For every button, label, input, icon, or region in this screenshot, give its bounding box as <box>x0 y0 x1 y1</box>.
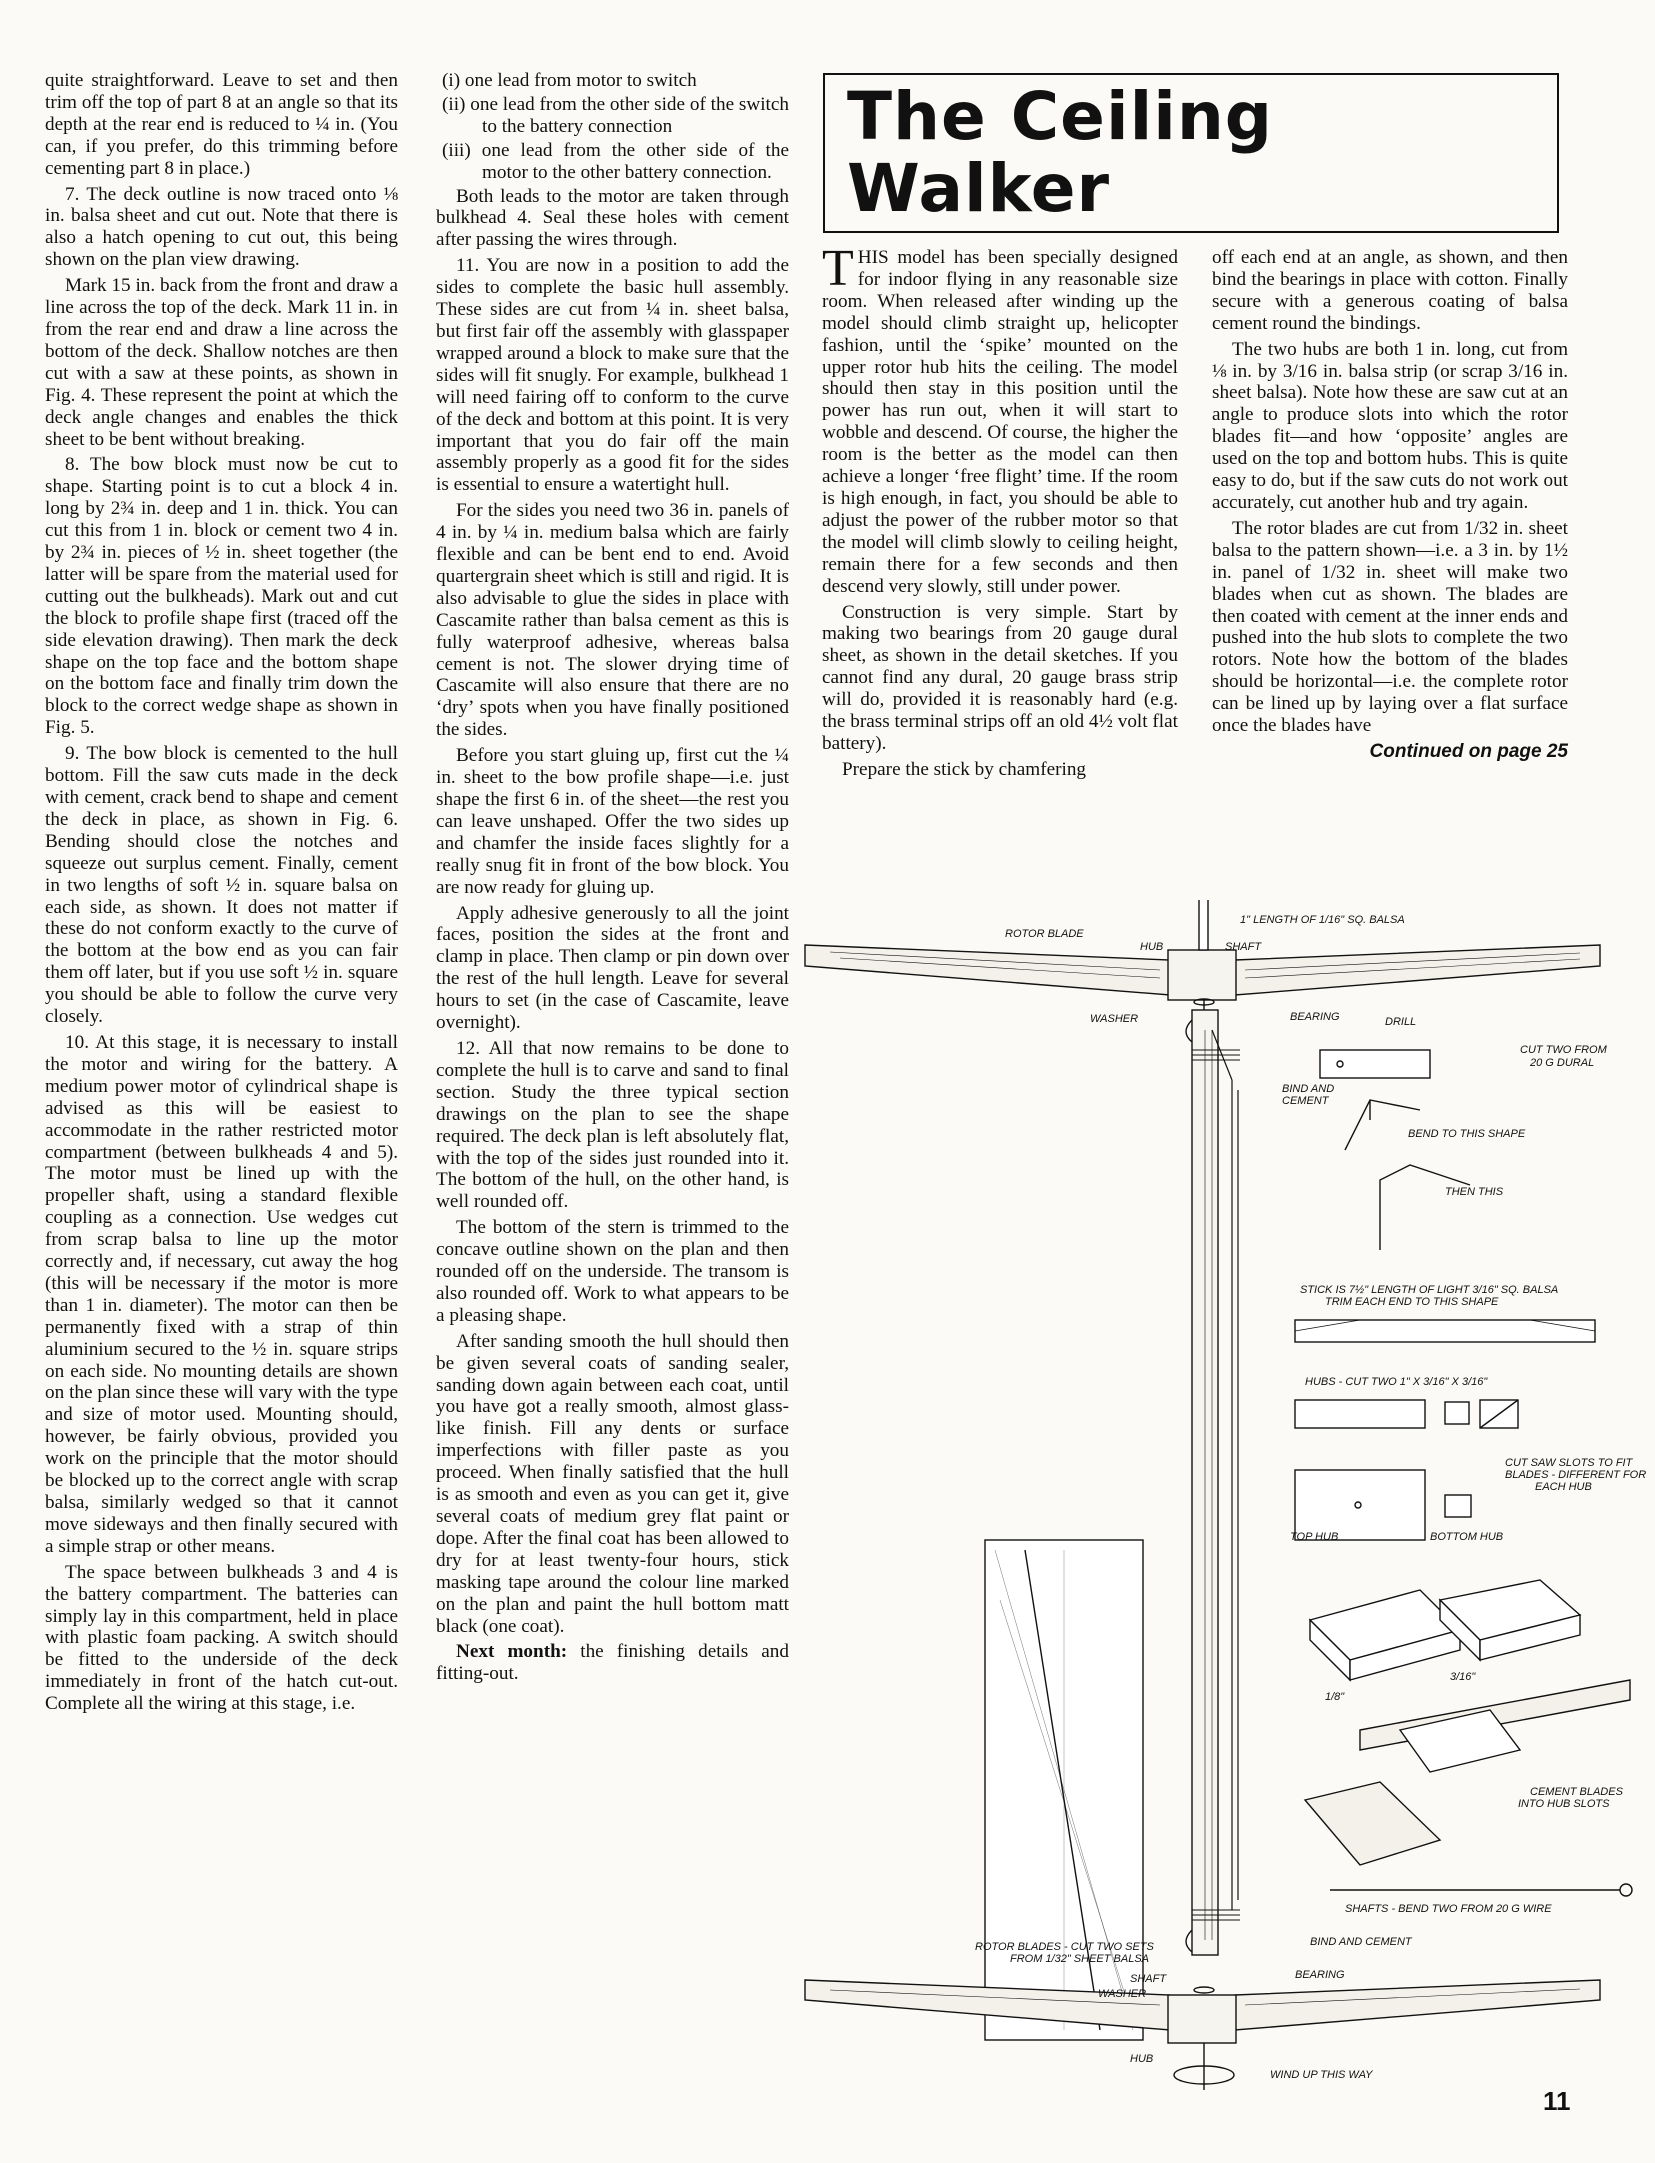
paragraph: Before you start gluing up, first cut the ¼ in. sheet to the bow profile shape—i.e. just shape the first 6 in. of the sheet—the rest you can leave unshaped. Offer the two sides up and chamfer the inside faces slightly for a really snug fit in front of the bow block. You are now ready for gluing up. <box>436 745 789 898</box>
paragraph: Both leads to the motor are taken through bulkhead 4. Seal these holes with cement after passing the wires through. <box>436 185 789 251</box>
ceiling-walker-drawing <box>800 900 1655 2100</box>
column-4 <box>1212 247 1568 763</box>
title-line-1: The Ceiling <box>847 78 1274 155</box>
bottom-hub <box>1168 1995 1236 2043</box>
continued-note: Continued on page 25 <box>1369 740 1568 762</box>
label: CUT TWO FROM <box>1520 1044 1607 1056</box>
paragraph: 10. At this stage, it is necessary to install the motor and wiring for the battery. A medium power motor of cylindrical shape is advised as this will be easiest to accommodate in the rather restricted motor compartment (between bulkheads 4 and 5). The motor must be lined up with the propeller shaft, using a standard flexible coupling as a connection. Use wedges cut from scrap balsa to line up the motor correctly and, if necessary, cut away the hog (this will be necessary if the motor is more than 1 in. diameter). The motor can then be permanently fixed with a strap of thin aluminium secured to the ½ in. square strips on each side. No mounting details are shown on the plan since these will vary with the type and size of motor used. Mounting should, however, be fairly obvious, provided you work on the principle that the motor should be blocked up to the correct angle with scrap balsa, similarly wedged so that it cannot move sideways and then finally secured with a simple strap or other means. <box>45 1031 398 1557</box>
label: HUB <box>1140 941 1164 953</box>
label: CEMENT <box>1282 1095 1329 1107</box>
paragraph: 9. The bow block is cemented to the hull bottom. Fill the saw cuts made in the deck with cement, crack bend to shape and cement the deck in place, as shown in Fig. 6. Bending should close the notches and squeeze out surplus cement. Finally, cement in two lengths of soft ½ in. square balsa on each side, as shown. It does not matter if these do not conform exactly to the curve of the bottom at the bow end as you can fair them off later, but if you use soft ½ in. square you should be able to follow the curve very closely. <box>45 743 398 1028</box>
label: BOTTOM HUB <box>1430 1531 1504 1543</box>
column-1 <box>45 70 398 1719</box>
paragraph: The space between bulkheads 3 and 4 is the battery compartment. The batteries can simply lay in this compartment, held in place with plastic foam packing. A switch should be fitted to the underside of the deck immediately in front of the hatch cut-out. Complete all the wiring at this stage, i.e. <box>45 1561 398 1715</box>
paragraph: 11. You are now in a position to add the sides to complete the basic hull assembly. These sides are cut from ¼ in. sheet balsa, but first fair off the assembly with glasspaper wrapped around a block to make sure that the sides will fit snugly. For example, bulkhead 1 will need fairing off to conform to the curve of the deck and bottom at this point. It is very important that you do fair off the main assembly properly as a good fit for the sides is essential to ensure a watertight hull. <box>436 255 789 496</box>
label: THEN THIS <box>1445 1186 1504 1198</box>
loose-blade <box>1305 1782 1440 1865</box>
label: STICK IS 7½" LENGTH OF LIGHT 3/16" SQ. BALSA <box>1300 1284 1559 1296</box>
bottom-washer <box>1194 1987 1214 1993</box>
hub-side <box>1295 1400 1425 1428</box>
label: EACH HUB <box>1535 1481 1592 1493</box>
label: ROTOR BLADES - CUT TWO SETS <box>975 1941 1154 1953</box>
drop-cap: T <box>822 240 854 297</box>
paragraph: The rotor blades are cut from 1/32 in. sheet balsa to the pattern shown—i.e. a 3 in. by 1½ in. panel of 1/32 in. sheet will make two blades when cut as shown. The blades are then coated with cement at the inner ends and pushed into the hub slots to complete the two rotors. Note how the bottom of the blades should be horizontal—i.e. the complete rotor can be lined up by laying over a flat surface once the blades have <box>1212 517 1568 737</box>
paragraph: Prepare the stick by chamfering <box>842 758 1087 780</box>
label: BEARING <box>1290 1011 1340 1023</box>
label: WASHER <box>1098 1988 1147 2000</box>
paragraph: The bottom of the stern is trimmed to the concave outline shown on the plan and then rounded off on the underside. The transom is also rounded off. Work to what appears to be a pleasing shape. <box>436 1217 789 1326</box>
paragraph: off each end at an angle, as shown, and then bind the bearings in place with cotton. Finally secure with a generous coating of balsa cement round the bindings. <box>1212 247 1568 334</box>
top-rotor-blade-right <box>1235 945 1600 995</box>
label: WIND UP THIS WAY <box>1270 2069 1373 2081</box>
hub-end <box>1445 1402 1469 1424</box>
label: HUB <box>1130 2053 1154 2065</box>
label: INTO HUB SLOTS <box>1518 1798 1610 1810</box>
label: BEARING <box>1295 1969 1345 1981</box>
paragraph: Construction is very simple. Start by making two bearings from 20 gauge dural sheet, as shown in the detail sketches. If you cannot find any dural, 20 gauge brass strip will do, provided it is reasonably hard (e.g. the brass terminal strips off an old 4½ volt flat battery). <box>822 601 1178 754</box>
bent-bearing-2 <box>1380 1165 1470 1250</box>
spike <box>1199 900 1208 950</box>
article-title-box <box>823 73 1559 233</box>
next-month-text: the finishing details and fitting-out. <box>436 1641 789 1685</box>
list-item: (i) one lead from motor to switch <box>442 70 697 91</box>
paragraph: 12. All that now remains to be done to complete the hull is to carve and sand to final section. Study the three typical section drawings on the plan to see the shape required. The deck plan is left absolutely flat, with the top of the sides just rounded into it. The bottom of the hull, on the other hand, is well rounded off. <box>436 1037 789 1213</box>
page-number: 11 <box>1543 2086 1571 2116</box>
bottom-rotor-blade-right <box>1235 1980 1600 2030</box>
paragraph: After sanding smooth the hull should then be given several coats of sanding sealer, sanding down again between each coat, until you have got a really smooth, almost glass-like finish. Fill any dents or surface imperfections with filler paste as you proceed. When finally satisfied that the hull is as smooth and even as you can get it, give several coats of medium grey flat paint or dope. After the final coat has been allowed to dry for at least twenty-four hours, stick masking tape around the colour line marked on the plan and paint the hull bottom matt black (one coat). <box>436 1330 789 1637</box>
list-item: (iii) one lead from the other side of the motor to the other battery connection. <box>442 139 789 183</box>
next-month-label: Next month: <box>456 1641 568 1663</box>
label: SHAFT <box>1225 941 1262 953</box>
paragraph: 8. The bow block must now be cut to shape. Starting point is to cut a block 4 in. long by 2¾ in. deep and 1 in. thick. You can cut this from 1 in. block or cement two 4 in. by 2¾ in. pieces of ½ in. sheet together (the latter will be spare from the material used for cutting out the bulkheads). Mark out and cut the block to profile shape first (traced off the side elevation drawing). Then mark the deck shape on the top face and the bottom shape on the bottom face and finally trim down the block to the correct wedge shape as shown in Fig. 5. <box>45 454 398 739</box>
article-title <box>847 78 1274 227</box>
label: BIND AND <box>1282 1083 1335 1095</box>
label: SHAFT <box>1130 1973 1167 1985</box>
paragraph: quite straightforward. Leave to set and then trim off the top of part 8 at an angle so that its depth at the rear end is reduced to ¼ in. (You can, if you prefer, do this trimming before cementing part 8 in place.) <box>45 70 398 179</box>
paragraph: The two hubs are both 1 in. long, cut from ⅛ in. by 3/16 in. balsa strip (or scrap 3/16 in. sheet balsa). Note how these are saw cut at an angle to produce slots into which the rotor blades fit—and how ‘opposite’ angles are used on the top and bottom hubs. This is quite easy to do, but if the saw cuts do not work out accurately, cut another hub and try again. <box>1212 338 1568 513</box>
label: 1" LENGTH OF 1/16" SQ. BALSA <box>1240 914 1405 926</box>
label: DRILL <box>1385 1016 1417 1028</box>
title-line-2: Walker <box>847 150 1111 227</box>
list-item: (ii) one lead from the other side of the switch to the battery connection <box>442 93 789 137</box>
label: HUBS - CUT TWO 1" X 3/16" X 3/16" <box>1305 1376 1488 1388</box>
label: WASHER <box>1090 1013 1139 1025</box>
column-3 <box>822 240 1178 785</box>
column-2 <box>436 70 789 1689</box>
label: BIND AND CEMENT <box>1310 1936 1412 1948</box>
paragraph: Apply adhesive generously to all the joint faces, position the sides at the front and clamp in place. Then clamp or pin down over the rest of the hull length. Leave for several hours to set (in the case of Cascamite, leave overnight). <box>436 902 789 1034</box>
intro-text: HIS model has been specially designed for indoor flying in any reasonable size room. When released after winding up the model should climb straight up, helicopter fashion, until the ‘spike’ mounted on the upper rotor hub hits the ceiling. The model should then stay in this position until the power has run out, when it will start to wobble and descend. Of course, the higher the room is the better as the model can then achieve a longer ‘free flight’ time. If the room is high enough, in fact, you should be able to adjust the power of the rubber motor so that the model will climb slowly to ceiling height, remain there for a few seconds and then descend very slowly, still under power. <box>822 247 1178 597</box>
label: SHAFTS - BEND TWO FROM 20 G WIRE <box>1345 1903 1552 1915</box>
label: CEMENT BLADES <box>1530 1786 1623 1798</box>
label: ROTOR BLADE <box>1005 928 1084 940</box>
label: 3/16" <box>1450 1671 1476 1683</box>
label: FROM 1/32" SHEET BALSA <box>1010 1953 1150 1965</box>
label: CUT SAW SLOTS TO FIT <box>1505 1457 1633 1469</box>
label: 20 G DURAL <box>1530 1057 1595 1069</box>
bent-bearing-1 <box>1345 1100 1420 1150</box>
paragraph: For the sides you need two 36 in. panels of 4 in. by ¼ in. medium balsa which are fairly flexible and can be bent end to end. Avoid quartergrain sheet which is still and rigid. It is also advisable to glue the sides in place with Cascamite rather than balsa cement as this is fully waterproof adhesive, whereas balsa cement is not. The slower drying time of Cascamite will also ensure that there are no ‘dry’ spots when you have finally positioned the sides. <box>436 500 789 741</box>
top-hub <box>1168 950 1236 1000</box>
label: BEND TO THIS SHAPE <box>1408 1128 1526 1140</box>
label: TRIM EACH END TO THIS SHAPE <box>1325 1296 1499 1308</box>
label: 1/8" <box>1325 1691 1345 1703</box>
paragraph: 7. The deck outline is now traced onto ⅛ in. balsa sheet and cut out. Note that there is also a hatch opening to cut out, this being shown on the plan view drawing. <box>45 183 398 271</box>
next-month-note <box>436 1641 789 1685</box>
top-rotor-blade-left <box>805 945 1170 995</box>
paragraph: Mark 15 in. back from the front and draw a line across the top of the deck. Mark 11 in. in from the rear end and draw a line across the bottom of the deck. Shallow notches are then cut with a saw at these points, as shown in Fig. 4. These represent the point at which the deck angle changes and enables the thick sheet to be bent without breaking. <box>45 275 398 450</box>
label: BLADES - DIFFERENT FOR <box>1505 1469 1647 1481</box>
hub-slot-view <box>1295 1470 1425 1540</box>
label: TOP HUB <box>1290 1531 1339 1543</box>
paragraph <box>822 240 1178 598</box>
